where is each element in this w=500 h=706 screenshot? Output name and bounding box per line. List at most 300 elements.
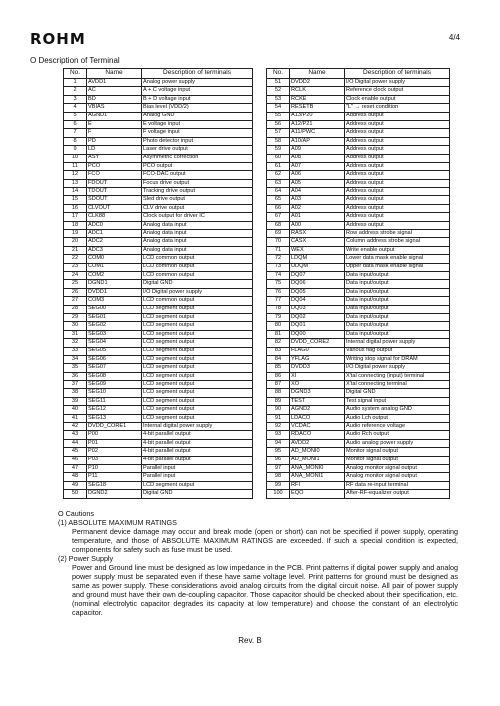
table-row (267, 397, 450, 405)
pin-description: Analog data input (142, 221, 253, 229)
pin-name: A12/P21 (290, 120, 345, 128)
table-row (267, 322, 450, 330)
pin-number: 71 (267, 246, 290, 254)
table-row (267, 154, 450, 162)
pin-name: TDOUT (87, 188, 142, 196)
table-row (64, 490, 253, 498)
table-row (64, 104, 253, 112)
pin-name: ADC1 (87, 230, 142, 238)
pin-number: 87 (267, 381, 290, 389)
pin-description: PCO output (142, 162, 253, 170)
table-row (64, 397, 253, 405)
pin-name: FDOUT (87, 179, 142, 187)
pin-number: 8 (64, 137, 87, 145)
pin-name: RCKE (290, 95, 345, 103)
pin-name: DQ02 (290, 313, 345, 321)
pin-number: 56 (267, 120, 290, 128)
pin-description: Address output (345, 171, 450, 179)
pin-description: I/O Digital power supply (142, 288, 253, 296)
pin-description: Laser drive output (142, 146, 253, 154)
pin-description: Parallel input (142, 473, 253, 481)
pin-number: 39 (64, 397, 87, 405)
pin-name: DVDD_CORE2 (290, 339, 345, 347)
pin-description: Upper data mask enable signal (345, 263, 450, 271)
pin-description: Address output (345, 146, 450, 154)
pin-number: 17 (64, 213, 87, 221)
pin-description: Data input/output (345, 280, 450, 288)
cautions-section (58, 509, 458, 617)
table-row (64, 204, 253, 212)
pin-description: A + C voltage input (142, 87, 253, 95)
table-row (267, 355, 450, 363)
terminal-table-left (63, 68, 253, 499)
pin-number: 22 (64, 255, 87, 263)
table-row (64, 439, 253, 447)
pin-name: CLVOUT (87, 204, 142, 212)
pin-number: 32 (64, 339, 87, 347)
pin-number: 43 (64, 431, 87, 439)
pin-description: LCD segment output (142, 305, 253, 313)
pin-number: 13 (64, 179, 87, 187)
pin-name: RDACO (290, 431, 345, 439)
pin-description: LCD segment output (142, 381, 253, 389)
pin-description: Address output (345, 188, 450, 196)
pin-number: 44 (64, 439, 87, 447)
pin-description: Tracking drive output (142, 188, 253, 196)
pin-number: 19 (64, 230, 87, 238)
pin-name: A04 (290, 188, 345, 196)
pin-number: 1 (64, 79, 87, 87)
pin-number: 96 (267, 456, 290, 464)
pin-name: A02 (290, 204, 345, 212)
pin-description: Internal digital power supply (142, 423, 253, 431)
pin-description: Monitor signal output (345, 456, 450, 464)
pin-number: 51 (267, 79, 290, 87)
table-row (267, 271, 450, 279)
pin-number: 90 (267, 406, 290, 414)
table-row (267, 448, 450, 456)
pin-number: 55 (267, 112, 290, 120)
table-row (64, 347, 253, 355)
pin-number: 41 (64, 414, 87, 422)
pin-description: Audio reference voltage (345, 423, 450, 431)
pin-name: DQ00 (290, 330, 345, 338)
pin-name: SEG12 (87, 406, 142, 414)
table-row (64, 213, 253, 221)
col-desc: Description of terminals (345, 69, 450, 79)
pin-name: SDOUT (87, 196, 142, 204)
pin-description: Data input/output (345, 297, 450, 305)
pin-description: Address output (345, 120, 450, 128)
pin-name: ASY (87, 154, 142, 162)
pin-name: FCO (87, 171, 142, 179)
pin-name: A10/AP (290, 137, 345, 145)
pin-description: Analog data input (142, 238, 253, 246)
table-row (267, 196, 450, 204)
terminal-table-right (266, 68, 450, 499)
pin-name: A00 (290, 221, 345, 229)
pin-name: AD_MONI0 (290, 448, 345, 456)
pin-number: 36 (64, 372, 87, 380)
table-row (64, 372, 253, 380)
table-row (64, 146, 253, 154)
pin-number: 95 (267, 448, 290, 456)
caution-1-title: (1) ABSOLUTE MAXIMUM RATINGS (58, 518, 177, 527)
pin-number: 38 (64, 389, 87, 397)
pin-number: 37 (64, 381, 87, 389)
pin-number: 60 (267, 154, 290, 162)
table-row (267, 137, 450, 145)
table-row (64, 221, 253, 229)
pin-name: YFLAG (290, 355, 345, 363)
table-row (64, 171, 253, 179)
pin-description: X'tal connecting (input) terminal (345, 372, 450, 380)
pin-description: Address output (345, 137, 450, 145)
pin-name: AC (87, 87, 142, 95)
pin-number: 84 (267, 355, 290, 363)
pin-description: Photo detector input (142, 137, 253, 145)
pin-number: 47 (64, 464, 87, 472)
pin-number: 34 (64, 355, 87, 363)
pin-number: 62 (267, 171, 290, 179)
pin-name: A01 (290, 213, 345, 221)
pin-description: LCD common output (142, 297, 253, 305)
pin-number: 85 (267, 364, 290, 372)
pin-number: 57 (267, 129, 290, 137)
table-row (267, 330, 450, 338)
pin-description: Writing stop signal for DRAM (345, 355, 450, 363)
pin-name: UDQM (290, 263, 345, 271)
pin-description: E voltage input (142, 120, 253, 128)
revision-footer: Rev. B (238, 636, 262, 645)
col-name: Name (87, 69, 142, 79)
pin-number: 33 (64, 347, 87, 355)
pin-number: 48 (64, 473, 87, 481)
pin-name: DVDD_CORE1 (87, 423, 142, 431)
pin-name: LD (87, 146, 142, 154)
pin-description: LCD segment output (142, 339, 253, 347)
pin-description: Address output (345, 221, 450, 229)
table-row (64, 255, 253, 263)
pin-name: SEG11 (87, 397, 142, 405)
pin-number: 7 (64, 129, 87, 137)
pin-description: Clock enable output (345, 95, 450, 103)
table-row (64, 313, 253, 321)
pin-number: 83 (267, 347, 290, 355)
table-row (267, 431, 450, 439)
page-number: 4/4 (448, 33, 460, 42)
pin-description: Data input/output (345, 271, 450, 279)
table-row (64, 355, 253, 363)
pin-number: 68 (267, 221, 290, 229)
table-row (267, 179, 450, 187)
pin-description: After-RF-equalizer output (345, 490, 450, 498)
table-row (64, 79, 253, 87)
pin-number: 88 (267, 389, 290, 397)
pin-name: A05 (290, 179, 345, 187)
pin-name: VCDAC (290, 423, 345, 431)
pin-number: 72 (267, 255, 290, 263)
pin-description: 4-bit parallel output (142, 431, 253, 439)
pin-number: 5 (64, 112, 87, 120)
table-row (267, 423, 450, 431)
table-row (267, 406, 450, 414)
pin-number: 75 (267, 280, 290, 288)
pin-name: PCO (87, 162, 142, 170)
pin-description: 4-bit parallel output (142, 456, 253, 464)
table-row (267, 246, 450, 254)
pin-description: Write enable output (345, 246, 450, 254)
pin-number: 64 (267, 188, 290, 196)
col-no: No. (267, 69, 290, 79)
pin-description: LCD segment output (142, 347, 253, 355)
table-row (64, 381, 253, 389)
pin-number: 10 (64, 154, 87, 162)
pin-description: LCD segment output (142, 355, 253, 363)
pin-name: BD (87, 95, 142, 103)
pin-name: COM1 (87, 263, 142, 271)
table-row (267, 188, 450, 196)
table-row (64, 271, 253, 279)
table-row (267, 439, 450, 447)
pin-description: Clock output for driver IC (142, 213, 253, 221)
pin-name: CLK88 (87, 213, 142, 221)
pin-description: Analog data input (142, 246, 253, 254)
pin-description: Analog data input (142, 230, 253, 238)
table-row (267, 288, 450, 296)
pin-name: SEG10 (87, 389, 142, 397)
pin-name: AVDD1 (87, 79, 142, 87)
pin-description: Parallel input (142, 464, 253, 472)
pin-description: Analog power supply (142, 79, 253, 87)
pin-description: LCD segment output (142, 330, 253, 338)
pin-name: SEG02 (87, 322, 142, 330)
pin-description: Audio Lch output (345, 414, 450, 422)
pin-name: SEG05 (87, 347, 142, 355)
pin-name: AGND2 (290, 406, 345, 414)
pin-name: SEG03 (87, 330, 142, 338)
pin-number: 53 (267, 95, 290, 103)
pin-name: SEG08 (87, 372, 142, 380)
pin-name: SEG13 (87, 414, 142, 422)
pin-name: COM3 (87, 297, 142, 305)
pin-description: LCD segment output (142, 389, 253, 397)
table-row (64, 87, 253, 95)
pin-description: LCD segment output (142, 397, 253, 405)
pin-description: Monitor signal output (345, 448, 450, 456)
table-row (64, 196, 253, 204)
pin-name: A08 (290, 154, 345, 162)
table-row (267, 171, 450, 179)
table-row (64, 112, 253, 120)
pin-name: COM2 (87, 271, 142, 279)
col-name: Name (290, 69, 345, 79)
table-row (64, 280, 253, 288)
pin-name: DGND2 (87, 490, 142, 498)
pin-description: I/O Digital power supply (345, 79, 450, 87)
pin-number: 54 (267, 104, 290, 112)
pin-number: 18 (64, 221, 87, 229)
table-row (64, 406, 253, 414)
pin-name: SEG09 (87, 381, 142, 389)
pin-name: CASX (290, 238, 345, 246)
pin-number: 23 (64, 263, 87, 271)
table-row (64, 288, 253, 296)
pin-name: LDACO (290, 414, 345, 422)
pin-number: 35 (64, 364, 87, 372)
pin-name: PD (87, 137, 142, 145)
caution-2-title: (2) Power Supply (58, 554, 114, 563)
pin-number: 70 (267, 238, 290, 246)
pin-name: COM0 (87, 255, 142, 263)
pin-number: 40 (64, 406, 87, 414)
table-row (267, 255, 450, 263)
pin-description: Reference clock output (345, 87, 450, 95)
pin-number: 63 (267, 179, 290, 187)
pin-name: VBIAS (87, 104, 142, 112)
table-row (267, 162, 450, 170)
pin-description: 4-bit parallel output (142, 439, 253, 447)
pin-number: 14 (64, 188, 87, 196)
pin-number: 79 (267, 313, 290, 321)
pin-number: 67 (267, 213, 290, 221)
table-row (267, 204, 450, 212)
table-row (64, 179, 253, 187)
pin-number: 6 (64, 120, 87, 128)
table-row (64, 120, 253, 128)
pin-description: LCD segment output (142, 414, 253, 422)
pin-number: 82 (267, 339, 290, 347)
pin-name: LDQM (290, 255, 345, 263)
pin-description: Internal digital power supply (345, 339, 450, 347)
pin-number: 91 (267, 414, 290, 422)
pin-name: A13/P20 (290, 112, 345, 120)
pin-number: 78 (267, 305, 290, 313)
pin-number: 74 (267, 271, 290, 279)
table-row (267, 347, 450, 355)
pin-name: SEG01 (87, 313, 142, 321)
pin-name: AGND1 (87, 112, 142, 120)
pin-description: Address output (345, 179, 450, 187)
table-row (64, 137, 253, 145)
pin-description: Analog monitor signal output (345, 464, 450, 472)
pin-name: DVDD3 (290, 364, 345, 372)
pin-number: 31 (64, 330, 87, 338)
pin-name: A03 (290, 196, 345, 204)
table-row (267, 112, 450, 120)
pin-name: DGND1 (87, 280, 142, 288)
pin-description: Data input/output (345, 305, 450, 313)
table-row (64, 95, 253, 103)
table-row (267, 146, 450, 154)
pin-name: SEG00 (87, 305, 142, 313)
pin-description: Address output (345, 213, 450, 221)
pin-description: Address output (345, 112, 450, 120)
table-row (267, 372, 450, 380)
pin-name: SEG06 (87, 355, 142, 363)
pin-description: Various flag output (345, 347, 450, 355)
pin-name: SEG07 (87, 364, 142, 372)
pin-description: Lower data mask enable signal (345, 255, 450, 263)
pin-number: 50 (64, 490, 87, 498)
pin-number: 21 (64, 246, 87, 254)
table-row (267, 95, 450, 103)
pin-number: 42 (64, 423, 87, 431)
table-row (64, 431, 253, 439)
pin-description: X'tal connecting terminal (345, 381, 450, 389)
pin-description: Audio Rch output (345, 431, 450, 439)
table-row (64, 414, 253, 422)
pin-description: LCD segment output (142, 372, 253, 380)
pin-description: Digital GND (142, 490, 253, 498)
pin-name: FLAG0 (290, 347, 345, 355)
table-row (267, 364, 450, 372)
pin-description: Audio system analog GND (345, 406, 450, 414)
caution-2-text: Power and Ground line must be designed as low impedance in the PCB. Print patterns if digital power supply and analog power supply must be separated even if these have same voltage level. Print patterns for ground must be designed as same as power supply. These considerations avoid analog circuits from the digital circuit noise. All pair of power supply and ground must have their own de-coupling capacitor. Those capacitor should be checked about their specification, etc. (nominal electrolytic capacitor degrades its capacity at low temperature) and choose the constant of an electrolytic capacitor. (72, 563, 458, 617)
pin-number: 77 (267, 297, 290, 305)
pin-description: Data input/output (345, 288, 450, 296)
pin-description: Data input/output (345, 313, 450, 321)
pin-name: ADC2 (87, 238, 142, 246)
pin-number: 76 (267, 288, 290, 296)
pin-name: DQ03 (290, 305, 345, 313)
table-row (64, 162, 253, 170)
pin-description: Address output (345, 129, 450, 137)
col-no: No. (64, 69, 87, 79)
pin-number: 2 (64, 87, 87, 95)
pin-name: P00 (87, 431, 142, 439)
pin-description: LCD segment output (142, 406, 253, 414)
pin-number: 12 (64, 171, 87, 179)
pin-name: P11 (87, 473, 142, 481)
table-row (267, 473, 450, 481)
pin-name: TEST (290, 397, 345, 405)
table-row (64, 339, 253, 347)
pin-number: 16 (64, 204, 87, 212)
table-row (64, 322, 253, 330)
table-row (64, 154, 253, 162)
table-row (64, 263, 253, 271)
pin-name: P02 (87, 448, 142, 456)
table-row (64, 297, 253, 305)
pin-number: 11 (64, 162, 87, 170)
pin-name: RFI (290, 481, 345, 489)
col-desc: Description of terminals (142, 69, 253, 79)
table-row (267, 87, 450, 95)
pin-number: 9 (64, 146, 87, 154)
pin-description: B + D voltage input (142, 95, 253, 103)
pin-number: 61 (267, 162, 290, 170)
pin-name: EQO (290, 490, 345, 498)
pin-description: CLV drive output (142, 204, 253, 212)
pin-number: 29 (64, 313, 87, 321)
pin-name: ANA_MONI0 (290, 464, 345, 472)
pin-number: 94 (267, 439, 290, 447)
pin-number: 99 (267, 481, 290, 489)
pin-description: Data input/output (345, 330, 450, 338)
pin-number: 81 (267, 330, 290, 338)
table-row (64, 305, 253, 313)
pin-number: 45 (64, 448, 87, 456)
pin-description: Digital GND (142, 280, 253, 288)
pin-name: RCLK (290, 87, 345, 95)
pin-name: AVDD2 (290, 439, 345, 447)
pin-description: LCD common output (142, 263, 253, 271)
pin-description: Asymmetric correction (142, 154, 253, 162)
pin-description: LCD segment output (142, 364, 253, 372)
pin-description: LCD segment output (142, 322, 253, 330)
pin-number: 66 (267, 204, 290, 212)
